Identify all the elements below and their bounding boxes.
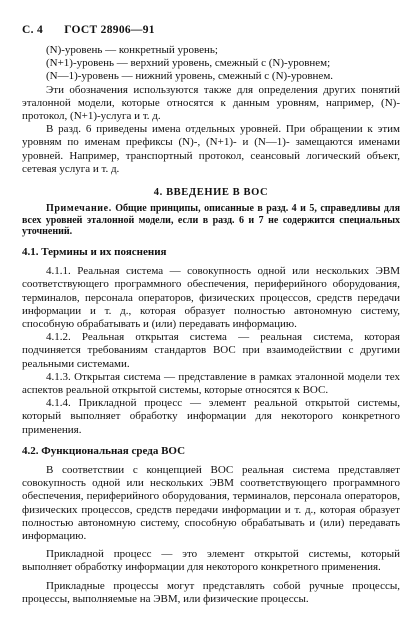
note-text: Общие принципы, описанные в разд. 4 и 5, справедливы для всех уровней эталонной модели, если в разд. 6 и 7 не содержится специальных уточнений. — [22, 203, 400, 238]
subsection-4-1-heading: 4.1. Термины и их пояснения — [22, 246, 167, 259]
section-4-heading: 4. ВВЕДЕНИЕ В ВОС — [153, 187, 269, 199]
paragraph-4-2-c: Прикладные процессы могут представлять собой ручные процессы, процессы, выполняемые на ЭВМ, или физические процессы. — [22, 579, 400, 605]
level-def-n-plus-1: (N+1)-уровень — верхний уровень, смежный с (N)-уровнем; — [46, 57, 331, 70]
subsection-4-2-heading: 4.2. Функциональная среда ВОС — [22, 444, 186, 457]
paragraph-section6: В разд. 6 приведены имена отдельных уровней. При обращении к этим уровням по именам префиксы (N)-, (N+1)- и (N—1)- замещаются именами уровней. Например, транспортный протокол, сеансовый логический объект, сетевая услуга и т. д. — [22, 123, 400, 175]
standard-designation: ГОСТ 28906—91 — [64, 24, 155, 36]
page-number: С. 4 — [22, 24, 44, 36]
document-body — [22, 44, 400, 606]
level-def-n: (N)-уровень — конкретный уровень; — [46, 44, 218, 56]
clause-4-1-1: 4.1.1. Реальная система — совокупность одной или нескольких ЭВМ соответствующего программного обеспечения, периферийного оборудования, терминалов, персонала операторов, физических процессов, средств передачи информации и т. д., которая образует полностью автономную систему, способную обрабатывать и (или) передавать информацию. — [22, 265, 400, 331]
paragraph-4-2-b: Прикладной процесс — это элемент открытой системы, который выполняет обработку информации для некоторого конкретного применения. — [22, 548, 400, 574]
paragraph-designations: Эти обозначения используются также для определения других понятий эталонной модели, которые относятся к данным уровням, например, (N)-протокол, (N+1)-услуга и т. д. — [22, 83, 400, 123]
note-label: Примечание. — [46, 203, 112, 215]
level-def-n-minus-1: (N—1)-уровень — нижний уровень, смежный с (N)-уровнем. — [46, 70, 334, 83]
page-header — [22, 24, 155, 36]
clause-4-1-4: 4.1.4. Прикладной процесс — элемент реальной открытой системы, который выполняет обработку информации для некоторого конкретного применения. — [22, 397, 400, 436]
clause-4-1-2: 4.1.2. Реальная открытая система — реальная система, которая подчиняется требованиям стандартов ВОС при взаимодействии с другими реальными системами. — [22, 331, 400, 370]
note-paragraph — [22, 203, 400, 238]
paragraph-4-2-a: В соответствии с концепцией ВОС реальная система представляет совокупность одной или нескольких ЭВМ соответствующего программного обеспечения, периферийного оборудования, терминалов, персонала операторов, физических процессов, средств передачи информации и т. д., которая образует полностью автономную систему, способную обрабатывать и (или) передавать информацию. — [22, 464, 400, 543]
clause-4-1-3: 4.1.3. Открытая система — представление в рамках эталонной модели тех аспектов реальной открытой системы, которые относятся к ВОС. — [22, 370, 400, 397]
